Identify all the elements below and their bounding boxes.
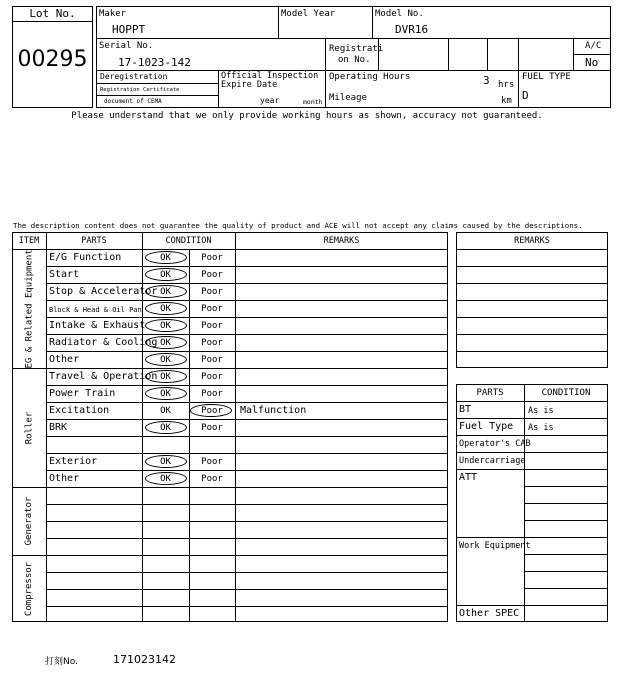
- remarks-header: REMARKS: [323, 236, 360, 246]
- hours-note: Please understand that we only provide working hours as shown, accuracy not guaranteed.: [71, 111, 543, 121]
- selected-condition-oval: [145, 251, 187, 264]
- selected-condition-oval: [145, 370, 187, 383]
- selected-condition-oval: [145, 268, 187, 281]
- row-divider: [46, 436, 448, 437]
- row-divider: [46, 351, 448, 352]
- part-label: Start: [49, 269, 80, 280]
- condition-poor[interactable]: Poor: [201, 389, 223, 399]
- fuel-type-label: FUEL TYPE: [522, 72, 571, 82]
- part-label: Excitation: [49, 405, 110, 416]
- stamp-value: 171023142: [113, 653, 176, 666]
- right-part-label: Work Equipment: [459, 541, 531, 551]
- condition-ok[interactable]: OK: [160, 338, 171, 348]
- row-divider: [46, 283, 448, 284]
- right-part-label: ATT: [459, 472, 478, 483]
- right-row-divider: [456, 435, 608, 436]
- condition-poor[interactable]: Poor: [201, 253, 223, 263]
- selected-condition-oval: [145, 336, 187, 349]
- section-label: Generator: [24, 496, 34, 546]
- condition-ok[interactable]: OK: [160, 474, 171, 484]
- inspection-label-2: Expire Date: [221, 80, 278, 90]
- condition-ok[interactable]: OK: [160, 321, 171, 331]
- right-row-divider: [456, 452, 608, 453]
- km-label: km: [501, 96, 512, 106]
- condition-poor[interactable]: Poor: [201, 304, 223, 314]
- row-divider: [46, 334, 448, 335]
- model-no-value: DVR16: [395, 23, 429, 36]
- right-row-divider: [524, 503, 608, 504]
- selected-condition-oval: [145, 319, 187, 332]
- operating-hours-label: Operating Hours: [329, 72, 411, 82]
- operating-hours-value: 3: [483, 74, 490, 87]
- right-row-divider: [524, 554, 608, 555]
- lot-label: Lot No.: [29, 7, 76, 20]
- hrs-label: hrs: [498, 80, 515, 90]
- selected-condition-oval: [145, 421, 187, 434]
- lot-number: 00295: [17, 47, 88, 72]
- section-label: EG & Related Equipment: [24, 248, 34, 368]
- selected-condition-oval: [145, 455, 187, 468]
- right-row-divider: [524, 520, 608, 521]
- condition-poor[interactable]: Poor: [201, 270, 223, 280]
- condition-poor[interactable]: Poor: [201, 287, 223, 297]
- selected-condition-oval: [145, 472, 187, 485]
- right-row-divider: [524, 486, 608, 487]
- row-divider: [46, 385, 448, 386]
- right-condition-header: CONDITION: [541, 388, 591, 398]
- part-label: Radiator & Cooling: [49, 337, 158, 348]
- right-part-label: Other SPEC: [459, 608, 520, 619]
- condition-poor[interactable]: Poor: [201, 423, 223, 433]
- right-remarks-header: REMARKS: [514, 236, 550, 246]
- right-condition-value: As is: [528, 406, 554, 416]
- section-divider: [12, 487, 448, 488]
- right-row-divider: [456, 537, 608, 538]
- disclaimer: The description content does not guarantee the quality of product and ACE will not accept any claims caused by the descriptions.: [13, 221, 583, 230]
- condition-poor[interactable]: Poor: [201, 474, 223, 484]
- row-divider: [46, 572, 448, 573]
- remarks-row-divider: [456, 351, 608, 352]
- remarks-row-divider: [456, 266, 608, 267]
- right-row-divider: [524, 571, 608, 572]
- row-divider: [46, 317, 448, 318]
- cema-label: document of CEMA: [104, 98, 162, 105]
- parts-header: PARTS: [81, 236, 107, 246]
- condition-poor[interactable]: Poor: [201, 321, 223, 331]
- condition-ok[interactable]: OK: [160, 355, 171, 365]
- selected-condition-oval: [145, 285, 187, 298]
- condition-ok[interactable]: OK: [160, 406, 171, 416]
- row-divider: [46, 419, 448, 420]
- condition-ok[interactable]: OK: [160, 253, 171, 263]
- selected-condition-oval: [145, 353, 187, 366]
- condition-ok[interactable]: OK: [160, 372, 171, 382]
- condition-ok[interactable]: OK: [160, 270, 171, 280]
- part-label: Intake & Exhaust: [49, 320, 146, 331]
- model-year-label: Model Year: [281, 9, 336, 19]
- remarks-row-divider: [456, 300, 608, 301]
- model-no-label: Model No.: [375, 9, 424, 19]
- maker-label: Maker: [99, 9, 127, 19]
- remarks-row-divider: [456, 283, 608, 284]
- part-label: BRK: [49, 422, 68, 433]
- right-part-label: BT: [459, 404, 472, 415]
- part-label: Other: [49, 473, 80, 484]
- right-row-divider: [456, 418, 608, 419]
- serial-value: 17-1023-142: [118, 56, 191, 69]
- item-header: ITEM: [18, 236, 40, 246]
- selected-condition-oval: [145, 387, 187, 400]
- right-condition-value: As is: [528, 423, 554, 433]
- row-divider: [46, 402, 448, 403]
- section-label: Compressor: [24, 561, 34, 617]
- condition-ok[interactable]: OK: [160, 389, 171, 399]
- row-divider: [46, 521, 448, 522]
- condition-poor[interactable]: Poor: [201, 372, 223, 382]
- registration-label: Registrati: [329, 44, 384, 54]
- part-label: Travel & Operation: [49, 371, 158, 382]
- mileage-label: Mileage: [329, 93, 367, 103]
- registration-label-2: on No.: [338, 55, 371, 65]
- inspection-label: Official Inspection: [221, 71, 319, 81]
- row-divider: [46, 266, 448, 267]
- serial-label: Serial No.: [99, 41, 154, 51]
- right-parts-header: PARTS: [476, 388, 504, 398]
- selected-condition-oval: [190, 404, 232, 417]
- condition-ok[interactable]: OK: [160, 457, 171, 467]
- section-divider: [12, 555, 448, 556]
- registration-certificate-label: Registration Certificate: [100, 87, 180, 93]
- condition-poor[interactable]: Poor: [201, 338, 223, 348]
- part-label: Block & Head & Oil Pan: [49, 306, 142, 314]
- condition-ok[interactable]: OK: [160, 304, 171, 314]
- condition-poor[interactable]: Poor: [201, 406, 223, 416]
- year-label: year: [260, 96, 280, 105]
- ac-value: No: [585, 56, 599, 69]
- row-divider: [46, 470, 448, 471]
- selected-condition-oval: [145, 302, 187, 315]
- row-divider: [46, 606, 448, 607]
- condition-poor[interactable]: Poor: [201, 457, 223, 467]
- deregistration-label: Deregistration: [100, 72, 168, 81]
- ac-label: A/C: [585, 41, 602, 51]
- stamp-label: 打刻No.: [45, 657, 78, 667]
- row-divider: [46, 504, 448, 505]
- section-label: Roller: [24, 411, 34, 444]
- remark-text: Malfunction: [240, 405, 307, 416]
- month-label: month: [303, 98, 323, 106]
- row-divider: [46, 538, 448, 539]
- right-part-label: Fuel Type: [459, 421, 514, 432]
- right-row-divider: [524, 588, 608, 589]
- right-row-divider: [456, 469, 608, 470]
- section-divider: [12, 368, 448, 369]
- maker-value: HOPPT: [112, 23, 146, 36]
- right-row-divider: [456, 605, 608, 606]
- part-label: Exterior: [49, 456, 98, 467]
- part-label: E/G Function: [49, 252, 122, 263]
- part-label: Stop & Accelerator: [49, 286, 158, 297]
- row-divider: [46, 300, 448, 301]
- remarks-row-divider: [456, 334, 608, 335]
- condition-ok[interactable]: OK: [160, 287, 171, 297]
- condition-ok[interactable]: OK: [160, 423, 171, 433]
- row-divider: [46, 453, 448, 454]
- right-part-label: Undercarriage: [459, 456, 526, 466]
- row-divider: [46, 589, 448, 590]
- condition-header: CONDITION: [165, 236, 212, 246]
- part-label: Other: [49, 354, 80, 365]
- remarks-row-divider: [456, 317, 608, 318]
- part-label: Power Train: [49, 388, 116, 399]
- condition-poor[interactable]: Poor: [201, 355, 223, 365]
- fuel-type-value: D: [522, 89, 529, 102]
- right-part-label: Operator's CAB: [459, 439, 531, 449]
